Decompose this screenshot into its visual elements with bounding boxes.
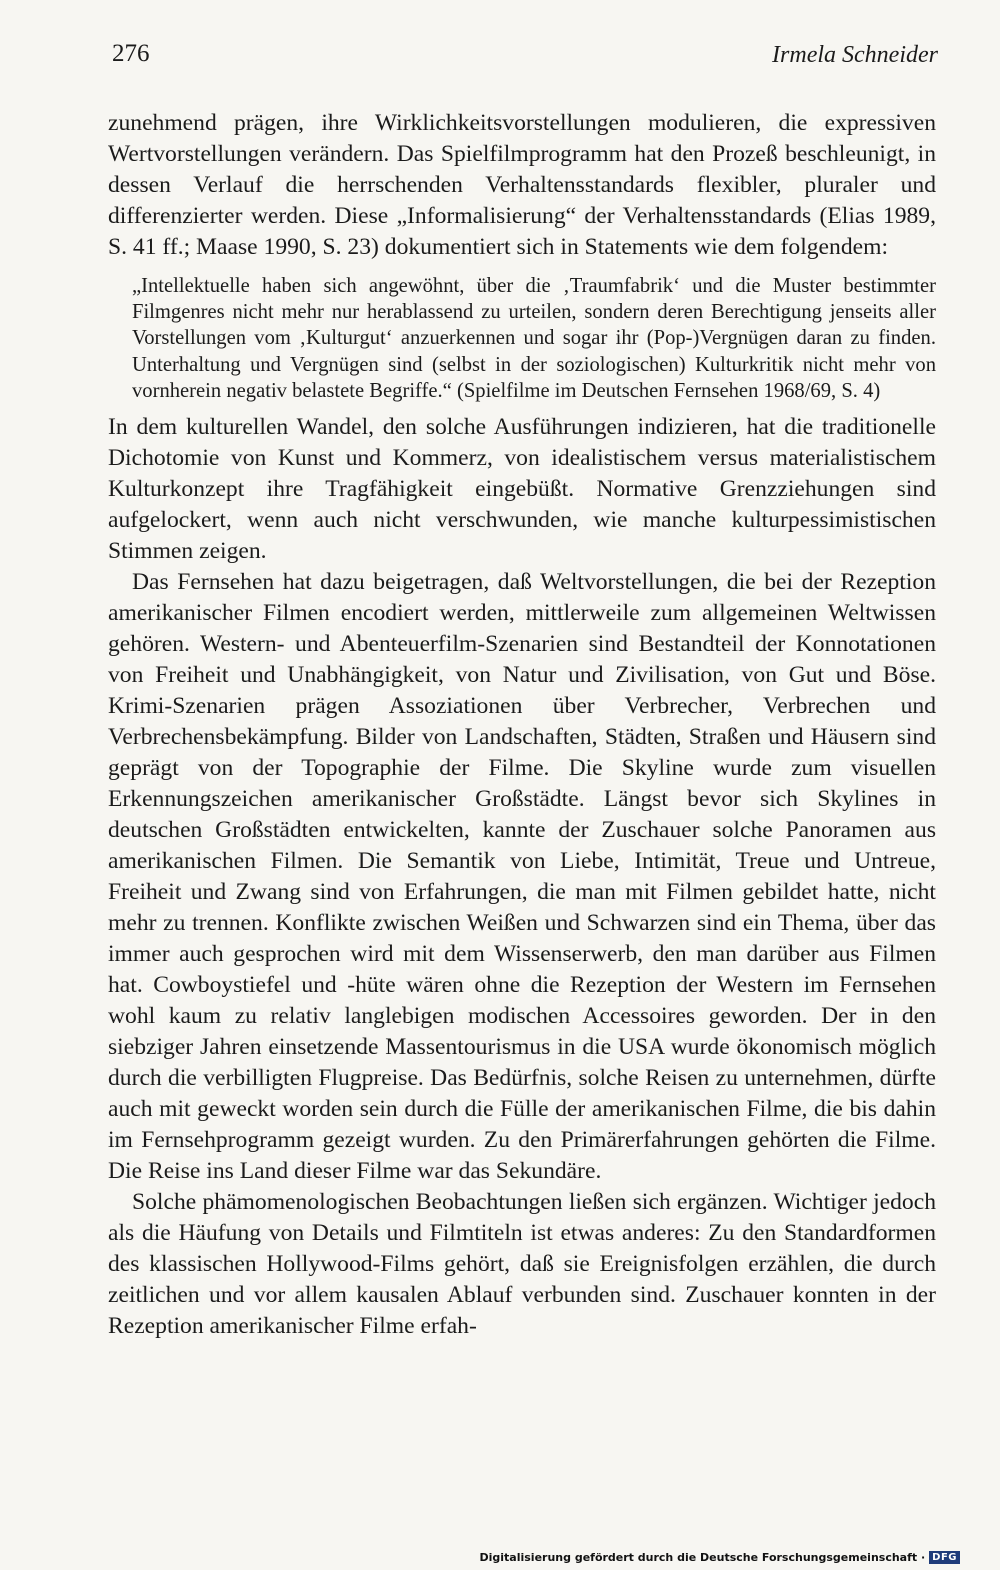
paragraph-3: Das Fernsehen hat dazu beigetragen, daß Weltvorstellungen, die bei der Rezeption amerikanischer Filmen encodiert werden, mittlerweile zum allgemeinen Weltwissen gehören. Western- und Abenteuerfilm-Szenarien sind Bestandteil der Konnotationen von Freiheit und Unabhängigkeit, von Natur und Zivilisation, von Gut und Böse. Krimi-Szenarien prägen Assoziationen über Verbrecher, Verbrechen und Verbrechensbekämpfung. Bilder von Landschaften, Städten, Straßen und Häusern sind geprägt von der Topographie der Filme. Die Skyline wurde zum visuellen Erkennungszeichen amerikanischer Großstädte. Längst bevor sich Skylines in deutschen Großstädten entwickelten, kannte der Zuschauer solche Panoramen aus amerikanischen Filmen. Die Semantik von Liebe, Intimität, Treue und Untreue, Freiheit und Zwang sind von Erfahrungen, die man mit Filmen gebildet hatte, nicht mehr zu trennen. Konflikte zwischen Weißen und Schwarzen sind ein Thema, über das immer auch gesprochen wird mit dem Wissenserwerb, den man darüber aus Filmen hat. Cowboystiefel und -hüte wären ohne die Rezeption der Western im Fernsehen wohl kaum zu relativ langlebigen modischen Accessoires geworden. Der in den siebziger Jahren einsetzende Massentourismus in die USA wurde ökonomisch möglich durch die verbilligten Flugpreise. Das Bedürfnis, solche Reisen zu unternehmen, dürfte auch mit geweckt worden sein durch die Fülle der amerikanischen Filme, die bis dahin im Fernsehprogramm gezeigt wurden. Zu den Primärerfahrungen gehörten die Filme. Die Reise ins Land dieser Filme war das Sekundäre. [108, 569, 936, 1185]
dfg-logo-icon: DFG [929, 1551, 960, 1564]
running-head: Irmela Schneider [772, 42, 938, 68]
paragraph-1: zunehmend prägen, ihre Wirklichkeitsvorstellungen modulieren, die expressiven Wertvorstellungen verändern. Das Spielfilmprogramm hat den Prozeß beschleunigt, in dessen Verlauf die herrschenden Verhaltensstandards flexibler, pluraler und differenzierter werden. Diese „Informalisierung“ der Verhaltensstandards (Elias 1989, S. 41 ff.; Maase 1990, S. 23) dokumentiert sich in Statements wie dem folgendem: [108, 110, 936, 260]
block-quote: „Intellektuelle haben sich angewöhnt, über die ‚Traumfabrik‘ und die Muster bestimmter Filmgenres nicht mehr nur herablassend zu urteilen, sondern deren Berechtigung jenseits aller Vorstellungen vom ‚Kulturgut‘ anzuerkennen und sogar ihr (Pop-)Vergnügen daran zu finden. Unterhaltung und Vergnügen sind (selbst in der soziologischen) Kulturkritik nicht mehr von vornherein negativ belastete Begriffe.“ (Spielfilme im Deutschen Fernsehen 1968/69, S. 4) [132, 275, 936, 402]
body-text [108, 108, 936, 1342]
paragraph-4: Solche phämomenologischen Beobachtungen ließen sich ergänzen. Wichtiger jedoch als die Häufung von Details und Filmtiteln ist etwas anderes: Zu den Standardformen des klassischen Hollywood-Films gehört, daß sie Ereignisfolgen erzählen, die durch zeitlichen und vor allem kausalen Ablauf verbunden sind. Zuschauer konnten in der Rezeption amerikanischer Filme erfah- [108, 1189, 936, 1340]
footer-credit [479, 1551, 960, 1564]
paragraph-2: In dem kulturellen Wandel, den solche Ausführungen indizieren, hat die traditionelle Dichotomie von Kunst und Kommerz, von idealistischem versus materialistischem Kulturkonzept ihre Tragfähigkeit eingebüßt. Normative Grenzziehungen sind aufgelockert, wenn auch nicht verschwunden, wie manche kulturpessimistischen Stimmen zeigen. [108, 414, 936, 565]
footer-text: Digitalisierung gefördert durch die Deutsche Forschungsgemeinschaft · [479, 1551, 926, 1564]
page-number: 276 [112, 40, 150, 67]
